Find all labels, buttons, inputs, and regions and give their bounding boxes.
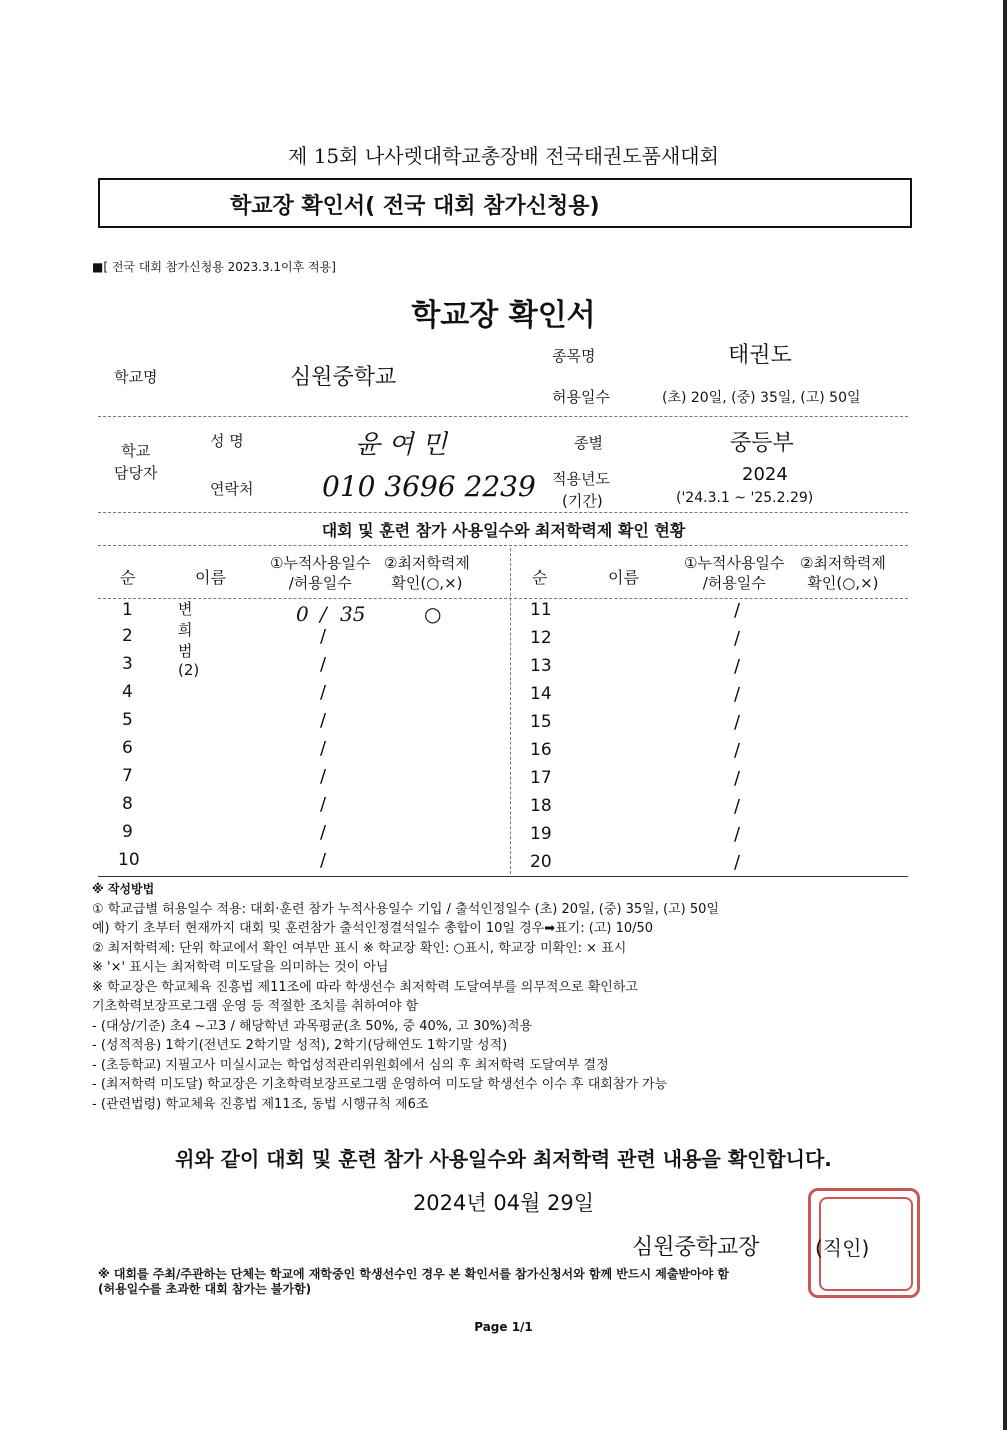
row-sep: /	[734, 656, 741, 677]
guide-line: ② 최저학력제: 단위 학교에서 확인 여부만 표시 ※ 학교장 확인: ○표시, 학교장 미확인: × 표시	[92, 940, 627, 956]
header-name: 이름	[608, 568, 639, 587]
header-days: ①누적사용일수 /허용일수	[684, 554, 785, 592]
confirm-statement: 위와 같이 대회 및 훈련 참가 사용일수와 최저학력 관련 내용을 확인합니다.	[175, 1147, 832, 1171]
row-sep: /	[320, 602, 327, 626]
row-sep: /	[320, 682, 327, 703]
stamp-label: (직인)	[815, 1236, 870, 1260]
guide-line: - (초등학교) 지필고사 미실시교는 학업성적관리위원회에서 심의 후 최저학력 도달여부 결정	[92, 1057, 609, 1073]
row-number: 10	[118, 850, 140, 870]
guide-line: - (최저학력 미도달) 학교장은 기초학력보장프로그램 운영하여 미도달 학생선수 이수 후 대회참가 가능	[92, 1077, 668, 1092]
contact-label: 연락처	[210, 480, 254, 498]
header-no: 순	[532, 568, 548, 587]
row-number: 17	[530, 768, 552, 788]
allowed-days-value: (초) 20일, (중) 35일, (고) 50일	[662, 390, 861, 406]
row-number: 12	[530, 628, 552, 648]
row-sep: /	[734, 712, 741, 733]
contact-value: 010 3696 2239	[322, 470, 536, 503]
guide-line: 예) 학기 초부터 현재까지 대회 및 훈련참가 출석인정결석일수 총합이 10일 경우➡표기: (고) 10/50	[92, 921, 654, 936]
guide-heading: ※ 작성방법	[92, 882, 155, 896]
year-label: 적용년도	[552, 470, 610, 488]
writing-guide	[92, 880, 912, 1114]
name-label: 성 명	[210, 432, 244, 450]
row-allowed: 35	[340, 602, 366, 626]
row-sep: /	[734, 852, 741, 873]
school-value: 심원중학교	[290, 365, 397, 390]
top-note: ■[ 전국 대회 참가신청용 2023.3.1이후 적용]	[92, 260, 336, 274]
guide-line: - (성적적용) 1학기(전년도 2학기말 성적), 2학기(당해연도 1학기말 성적)	[92, 1038, 508, 1053]
row-sep: /	[734, 600, 741, 621]
title-box	[98, 178, 912, 228]
row-sep: /	[320, 738, 327, 759]
row-number: 19	[530, 824, 552, 844]
row-number: 13	[530, 656, 552, 676]
row-sep: /	[734, 628, 741, 649]
row-sep: /	[320, 850, 327, 871]
row-number: 1	[122, 600, 133, 620]
row-sep: /	[320, 710, 327, 731]
row-sep: /	[320, 766, 327, 787]
principal-name: 심원중학교장	[632, 1235, 760, 1260]
footer-note	[98, 1267, 928, 1297]
page-number: Page 1/1	[474, 1320, 533, 1334]
divider	[98, 512, 908, 513]
row-name: 변희범(2)	[178, 600, 200, 679]
row-number: 20	[530, 852, 552, 872]
division-label: 종별	[574, 434, 603, 452]
guide-line: ① 학교급별 허용일수 적용: 대회·훈련 참가 누적사용일수 기입 / 출석인정일수 (초) 20일, (중) 35일, (고) 50일	[92, 901, 719, 917]
footer-line: (허용일수를 초과한 대회 참가는 불가함)	[98, 1282, 312, 1296]
division-value: 중등부	[730, 431, 794, 456]
header-days: ①누적사용일수 /허용일수	[270, 554, 371, 592]
guide-line: ※ 학교장은 학교체육 진흥법 제11조에 따라 학생선수 최저학력 도달여부를 의무적으로 확인하고	[92, 979, 638, 995]
row-number: 4	[122, 682, 133, 702]
event-label: 종목명	[552, 347, 596, 365]
header-academic: ②최저학력제 확인(○,×)	[800, 554, 886, 592]
row-number: 11	[530, 600, 552, 620]
period-label: (기간)	[562, 492, 603, 510]
row-number: 2	[122, 626, 133, 646]
guide-line: - (관련법령) 학교체육 진흥법 제11조, 동법 시행규칙 제6조	[92, 1096, 429, 1112]
row-sep: /	[734, 768, 741, 789]
row-number: 18	[530, 796, 552, 816]
row-sep: /	[734, 796, 741, 817]
manager-label: 학교 담당자	[114, 442, 158, 482]
row-sep: /	[320, 822, 327, 843]
row-number: 15	[530, 712, 552, 732]
row-sep: /	[734, 740, 741, 761]
row-number: 14	[530, 684, 552, 704]
section-title: 대회 및 훈련 참가 사용일수와 최저학력제 확인 현황	[321, 521, 686, 540]
row-sep: /	[734, 684, 741, 705]
competition-title: 제 15회 나사렛대학교총장배 전국태권도품새대회	[288, 144, 719, 168]
row-check: ○	[424, 602, 442, 626]
column-divider	[510, 548, 511, 874]
row-number: 7	[122, 766, 133, 786]
event-value: 태권도	[728, 343, 792, 368]
guide-line: ※ '×' 표시는 최저학력 미도달을 의미하는 것이 아님	[92, 960, 389, 975]
year-value: 2024	[742, 464, 788, 485]
divider	[98, 545, 908, 546]
box-title: 학교장 확인서( 전국 대회 참가신청용)	[230, 194, 600, 219]
row-sep: /	[320, 794, 327, 815]
row-number: 8	[122, 794, 133, 814]
row-sep: /	[734, 824, 741, 845]
row-used: 0	[296, 602, 309, 626]
period-value: ('24.3.1 ~ '25.2.29)	[676, 490, 814, 506]
guide-line: - (대상/기준) 초4 ~고3 / 해당학년 과목평균(초 50%, 중 40%, 고 30%)적용	[92, 1018, 533, 1034]
row-number: 3	[122, 654, 133, 674]
divider	[98, 876, 908, 877]
school-label: 학교명	[114, 368, 158, 386]
header-no: 순	[120, 568, 136, 587]
divider	[98, 416, 908, 417]
guide-line: 기초학력보장프로그램 운영 등 적절한 조치를 취하여야 함	[92, 999, 419, 1014]
footer-line: ※ 대회를 주최/주관하는 단체는 학교에 재학중인 학생선수인 경우 본 확인서를 참가신청서와 함께 반드시 제출받아야 함	[98, 1267, 729, 1281]
row-sep: /	[320, 654, 327, 675]
name-value: 윤 여 민	[355, 430, 447, 460]
header-name: 이름	[195, 568, 226, 587]
row-number: 6	[122, 738, 133, 758]
main-title: 학교장 확인서	[411, 298, 596, 333]
allowed-days-label: 허용일수	[552, 388, 610, 406]
row-sep: /	[320, 626, 327, 647]
row-number: 9	[122, 822, 133, 842]
row-number: 5	[122, 710, 133, 730]
row-number: 16	[530, 740, 552, 760]
issue-date: 2024년 04월 29일	[412, 1191, 595, 1215]
header-academic: ②최저학력제 확인(○,×)	[384, 554, 470, 592]
divider	[98, 598, 908, 599]
